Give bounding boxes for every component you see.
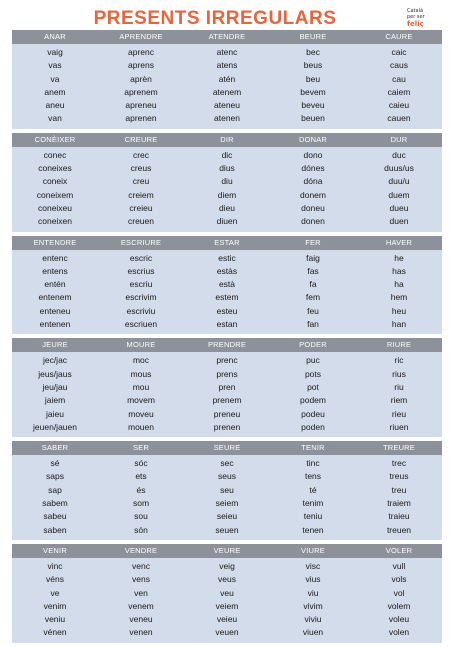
conjugation-cell: dono: [303, 149, 323, 160]
conjugation-cell: estem: [215, 292, 239, 303]
verb-header-row: [12, 133, 442, 147]
conjugation-cell: caus: [390, 60, 408, 71]
conjugation-cell: conec: [43, 149, 67, 160]
conjugation-cell: jeus/jaus: [38, 368, 72, 379]
conjugation-row: [12, 510, 442, 523]
conjugation-cell: coneixes: [38, 163, 72, 174]
conjugation-cell: jeu/jau: [42, 381, 68, 392]
conjugation-cell: entens: [42, 265, 68, 276]
conjugation-cell: puc: [306, 355, 320, 366]
conjugation-cell: sou: [134, 511, 148, 522]
conjugation-cell: ric: [394, 355, 404, 366]
conjugation-cell: duu/u: [388, 176, 410, 187]
conjugation-cell: visc: [305, 560, 321, 571]
conjugation-row: [12, 46, 442, 59]
conjugation-row: [12, 497, 442, 510]
conjugation-row: [12, 587, 442, 600]
conjugation-cell: jec/jac: [42, 355, 68, 366]
conjugation-row: [12, 560, 442, 573]
conjugation-cell: moc: [132, 355, 150, 366]
conjugation-cell: caic: [391, 47, 407, 57]
verb-header-cell: DUR: [390, 134, 408, 144]
conjugation-cell: creu: [132, 176, 150, 187]
conjugation-cell: fas: [307, 265, 319, 276]
conjugation-cell: prenem: [212, 395, 242, 406]
conjugation-cell: vinc: [47, 560, 63, 571]
conjugation-cell: hem: [390, 292, 408, 303]
verb-header-cell: HAVER: [385, 237, 413, 247]
conjugation-row: [12, 265, 442, 278]
conjugation-cell: teniu: [303, 511, 323, 522]
verb-header-cell: PRENDRE: [207, 340, 247, 350]
conjugation-cell: rieu: [391, 408, 407, 419]
conjugation-cell: creuen: [128, 216, 154, 227]
verb-header-row: [12, 30, 442, 44]
conjugation-body: [12, 250, 442, 335]
conjugation-row: [12, 175, 442, 188]
conjugation-cell: tinc: [306, 458, 320, 469]
conjugation-cell: venem: [128, 600, 154, 611]
conjugation-body: [12, 455, 442, 540]
conjugation-cell: aprenen: [125, 113, 157, 124]
conjugation-cell: movem: [127, 395, 155, 406]
conjugation-cell: sabeu: [43, 511, 67, 522]
conjugation-cell: tens: [304, 471, 322, 482]
conjugation-cell: venc: [132, 560, 150, 571]
verb-header-cell: VENIR: [43, 545, 67, 555]
conjugation-cell: ateneu: [214, 100, 240, 111]
conjugation-cell: bevem: [300, 86, 326, 97]
page-title: PRESENTS IRREGULARS: [93, 8, 337, 29]
conjugation-cell: prenc: [216, 355, 238, 366]
conjugation-cell: feu: [307, 305, 319, 316]
verb-group: [12, 338, 442, 437]
conjugation-cell: riuen: [389, 421, 409, 432]
conjugation-body: [12, 44, 442, 129]
conjugation-cell: ven: [134, 587, 148, 598]
conjugation-cell: vas: [48, 60, 62, 71]
verb-table: [12, 30, 442, 647]
conjugation-cell: doneu: [301, 202, 325, 213]
conjugation-cell: jaieu: [46, 408, 64, 419]
conjugation-cell: vénen: [43, 627, 67, 638]
conjugation-cell: veieu: [216, 614, 238, 625]
conjugation-cell: escriu: [129, 279, 153, 290]
conjugation-cell: vol: [393, 587, 405, 598]
conjugation-cell: mouen: [128, 421, 154, 432]
conjugation-cell: veiem: [215, 600, 239, 611]
conjugation-cell: vaig: [47, 47, 63, 57]
conjugation-row: [12, 368, 442, 381]
conjugation-row: [12, 99, 442, 112]
verb-header-cell: FER: [305, 237, 321, 247]
conjugation-cell: voleu: [388, 614, 410, 625]
conjugation-cell: vens: [132, 574, 150, 585]
conjugation-row: [12, 73, 442, 86]
conjugation-row: [12, 189, 442, 202]
conjugation-cell: seu: [220, 484, 234, 495]
conjugation-cell: creiem: [128, 189, 154, 200]
conjugation-row: [12, 149, 442, 162]
conjugation-row: [12, 278, 442, 291]
conjugation-cell: prens: [216, 368, 238, 379]
verb-header-row: [12, 544, 442, 558]
conjugation-cell: duus/us: [384, 163, 414, 174]
conjugation-cell: preneu: [213, 408, 241, 419]
conjugation-cell: tenen: [302, 524, 324, 535]
conjugation-cell: escrius: [127, 265, 155, 276]
conjugation-cell: dueu: [389, 202, 409, 213]
logo-line-2: per ser: [407, 14, 425, 20]
conjugation-cell: sap: [48, 484, 62, 495]
conjugation-cell: diu: [221, 176, 233, 187]
conjugation-cell: cau: [392, 73, 406, 84]
conjugation-cell: fa: [309, 279, 317, 290]
conjugation-cell: veu: [220, 587, 234, 598]
conjugation-row: [12, 470, 442, 483]
conjugation-cell: podeu: [301, 408, 325, 419]
conjugation-cell: dic: [221, 149, 233, 160]
verb-header-cell: RIURE: [386, 340, 412, 350]
conjugation-cell: venen: [129, 627, 153, 638]
conjugation-cell: pots: [304, 368, 322, 379]
conjugation-cell: viu: [307, 587, 319, 598]
conjugation-cell: escrivim: [125, 292, 157, 303]
conjugation-cell: coneixem: [36, 189, 74, 200]
verb-header-cell: ENTENDRE: [33, 237, 77, 247]
conjugation-cell: diem: [217, 189, 237, 200]
conjugation-cell: vius: [305, 574, 321, 585]
conjugation-cell: treuen: [386, 524, 412, 535]
conjugation-cell: volem: [387, 600, 411, 611]
conjugation-row: [12, 59, 442, 72]
conjugation-cell: beus: [303, 60, 323, 71]
conjugation-cell: veus: [218, 574, 236, 585]
conjugation-row: [12, 112, 442, 125]
conjugation-cell: enteneu: [39, 305, 71, 316]
conjugation-cell: podem: [300, 395, 326, 406]
conjugation-cell: dóna: [303, 176, 323, 187]
verb-header-cell: BEURE: [299, 32, 327, 41]
conjugation-cell: aneu: [45, 100, 65, 111]
conjugation-cell: vull: [392, 560, 406, 571]
conjugation-cell: coneixen: [37, 216, 73, 227]
conjugation-cell: aprenem: [124, 86, 158, 97]
verb-header-cell: MOURE: [126, 340, 156, 350]
conjugation-cell: crec: [132, 149, 150, 160]
verb-header-cell: APRENDRE: [119, 32, 163, 41]
verb-header-cell: VENDRE: [124, 545, 158, 555]
conjugation-cell: escriuen: [124, 319, 158, 330]
verb-header-cell: JEURE: [42, 340, 68, 350]
conjugation-row: [12, 381, 442, 394]
verb-header-cell: SER: [132, 443, 150, 453]
conjugation-cell: riem: [390, 395, 408, 406]
conjugation-cell: faig: [306, 252, 320, 263]
conjugation-row: [12, 626, 442, 639]
conjugation-cell: aprens: [128, 60, 154, 71]
conjugation-cell: sec: [220, 458, 234, 469]
conjugation-cell: estic: [218, 252, 236, 263]
conjugation-cell: som: [132, 498, 150, 509]
conjugation-cell: fem: [305, 292, 321, 303]
conjugation-row: [12, 600, 442, 613]
conjugation-cell: seuen: [215, 524, 239, 535]
conjugation-cell: sé: [50, 458, 60, 469]
verb-header-cell: SEURE: [213, 443, 241, 453]
verb-header-row: [12, 441, 442, 455]
conjugation-cell: beuen: [301, 113, 325, 124]
conjugation-cell: atenen: [214, 113, 240, 124]
conjugation-cell: seieu: [216, 511, 238, 522]
conjugation-row: [12, 318, 442, 331]
conjugation-cell: riu: [394, 381, 404, 392]
conjugation-row: [12, 86, 442, 99]
conjugation-cell: beu: [305, 73, 321, 84]
conjugation-row: [12, 215, 442, 228]
conjugation-cell: entenc: [42, 252, 68, 263]
conjugation-cell: escric: [129, 252, 153, 263]
logo: [407, 8, 441, 28]
conjugation-cell: treu: [391, 484, 407, 495]
conjugation-row: [12, 354, 442, 367]
conjugation-cell: vivim: [303, 600, 323, 611]
conjugation-cell: anem: [44, 86, 66, 97]
conjugation-row: [12, 252, 442, 265]
conjugation-cell: té: [309, 484, 317, 495]
conjugation-cell: ha: [394, 279, 404, 290]
verb-header-cell: CAURE: [385, 32, 413, 41]
conjugation-cell: donem: [300, 189, 326, 200]
conjugation-cell: creieu: [129, 202, 153, 213]
conjugation-cell: veig: [219, 560, 235, 571]
conjugation-cell: va: [50, 73, 60, 84]
conjugation-cell: treus: [389, 471, 409, 482]
conjugation-cell: sóc: [134, 458, 148, 469]
conjugation-cell: poden: [301, 421, 325, 432]
conjugation-cell: saben: [43, 524, 67, 535]
conjugation-cell: moveu: [128, 408, 154, 419]
conjugation-cell: vols: [391, 574, 407, 585]
conjugation-cell: atens: [216, 60, 238, 71]
conjugation-cell: rius: [392, 368, 406, 379]
verb-header-cell: CREURE: [124, 134, 158, 144]
conjugation-cell: caieu: [388, 100, 410, 111]
conjugation-cell: apreneu: [125, 100, 157, 111]
conjugation-row: [12, 305, 442, 318]
conjugation-cell: és: [136, 484, 146, 495]
conjugation-row: [12, 394, 442, 407]
conjugation-cell: entenem: [38, 292, 72, 303]
verb-group: [12, 133, 442, 232]
conjugation-row: [12, 457, 442, 470]
conjugation-cell: traiem: [387, 498, 411, 509]
conjugation-cell: creus: [130, 163, 152, 174]
conjugation-cell: viviu: [304, 614, 322, 625]
conjugation-cell: entenen: [39, 319, 71, 330]
conjugation-row: [12, 408, 442, 421]
conjugation-cell: ets: [135, 471, 147, 482]
conjugation-cell: beveu: [301, 100, 325, 111]
conjugation-body: [12, 352, 442, 437]
conjugation-cell: tenim: [302, 498, 324, 509]
conjugation-cell: són: [134, 524, 148, 535]
conjugation-cell: saps: [46, 471, 64, 482]
conjugation-cell: jeuen/jauen: [33, 421, 77, 432]
conjugation-cell: he: [394, 252, 404, 263]
verb-header-cell: DONAR: [298, 134, 328, 144]
conjugation-cell: dius: [219, 163, 235, 174]
conjugation-cell: atén: [218, 73, 236, 84]
conjugation-body: [12, 558, 442, 643]
conjugation-row: [12, 524, 442, 537]
verb-header-row: [12, 338, 442, 352]
conjugation-row: [12, 291, 442, 304]
conjugation-cell: heu: [391, 305, 407, 316]
conjugation-cell: van: [48, 113, 62, 124]
conjugation-cell: aprèn: [130, 73, 152, 84]
conjugation-cell: jaiem: [44, 395, 66, 406]
verb-header-cell: VEURE: [213, 545, 241, 555]
conjugation-cell: veniu: [44, 614, 66, 625]
conjugation-cell: pot: [307, 381, 319, 392]
conjugation-cell: aprenc: [128, 47, 154, 57]
verb-header-cell: PODER: [299, 340, 327, 350]
conjugation-row: [12, 162, 442, 175]
conjugation-cell: entén: [44, 279, 66, 290]
conjugation-cell: pren: [218, 381, 236, 392]
verb-header-row: [12, 236, 442, 250]
conjugation-cell: diuen: [216, 216, 238, 227]
conjugation-cell: bec: [306, 47, 320, 57]
conjugation-cell: cauen: [387, 113, 411, 124]
conjugation-cell: volen: [388, 627, 410, 638]
conjugation-cell: dónes: [301, 163, 325, 174]
verb-header-cell: TREURE: [382, 443, 416, 453]
conjugation-row: [12, 484, 442, 497]
logo-brand: feliç: [407, 20, 424, 28]
conjugation-cell: atenem: [212, 86, 242, 97]
conjugation-cell: mou: [132, 381, 150, 392]
conjugation-row: [12, 573, 442, 586]
conjugation-cell: trec: [391, 458, 407, 469]
conjugation-cell: donen: [301, 216, 325, 227]
conjugation-cell: mous: [130, 368, 152, 379]
conjugation-cell: venim: [43, 600, 67, 611]
verb-group: [12, 544, 442, 643]
verb-header-cell: SABER: [41, 443, 69, 453]
conjugation-body: [12, 147, 442, 232]
conjugation-row: [12, 421, 442, 434]
conjugation-cell: has: [392, 265, 406, 276]
verb-group: [12, 30, 442, 129]
conjugation-cell: està: [218, 279, 236, 290]
conjugation-cell: fan: [307, 319, 319, 330]
conjugation-cell: atenc: [216, 47, 238, 57]
verb-header-cell: ESTAR: [214, 237, 240, 247]
verb-header-cell: DIR: [220, 134, 234, 144]
conjugation-cell: escriviu: [126, 305, 156, 316]
conjugation-cell: estan: [216, 319, 238, 330]
verb-group: [12, 441, 442, 540]
conjugation-cell: estàs: [216, 265, 238, 276]
conjugation-cell: veuen: [215, 627, 239, 638]
verb-header-cell: TENIR: [301, 443, 325, 453]
conjugation-cell: duem: [388, 189, 410, 200]
conjugation-cell: véns: [46, 574, 64, 585]
conjugation-cell: coneixeu: [37, 202, 73, 213]
verb-header-cell: ESCRIURE: [120, 237, 162, 247]
conjugation-cell: seiem: [215, 498, 239, 509]
conjugation-cell: ve: [50, 587, 60, 598]
verb-group: [12, 236, 442, 335]
conjugation-cell: han: [391, 319, 407, 330]
conjugation-cell: viuen: [302, 627, 324, 638]
verb-header-cell: ATENDRE: [208, 32, 246, 41]
conjugation-cell: esteu: [216, 305, 238, 316]
verb-header-cell: VOLER: [385, 545, 413, 555]
conjugation-cell: dieu: [218, 202, 236, 213]
logo-line-1: Català: [407, 8, 424, 14]
conjugation-row: [12, 202, 442, 215]
conjugation-cell: duc: [392, 149, 406, 160]
verb-header-cell: CONÈIXER: [34, 134, 76, 144]
conjugation-cell: traieu: [388, 511, 410, 522]
conjugation-cell: coneix: [42, 176, 68, 187]
conjugation-cell: duen: [389, 216, 409, 227]
conjugation-cell: seus: [218, 471, 236, 482]
conjugation-cell: veneu: [129, 614, 153, 625]
conjugation-row: [12, 613, 442, 626]
verb-header-cell: VIURE: [301, 545, 325, 555]
conjugation-cell: caiem: [387, 86, 411, 97]
conjugation-cell: prenen: [213, 421, 241, 432]
verb-header-cell: ANAR: [44, 32, 66, 41]
conjugation-cell: sabem: [42, 498, 68, 509]
